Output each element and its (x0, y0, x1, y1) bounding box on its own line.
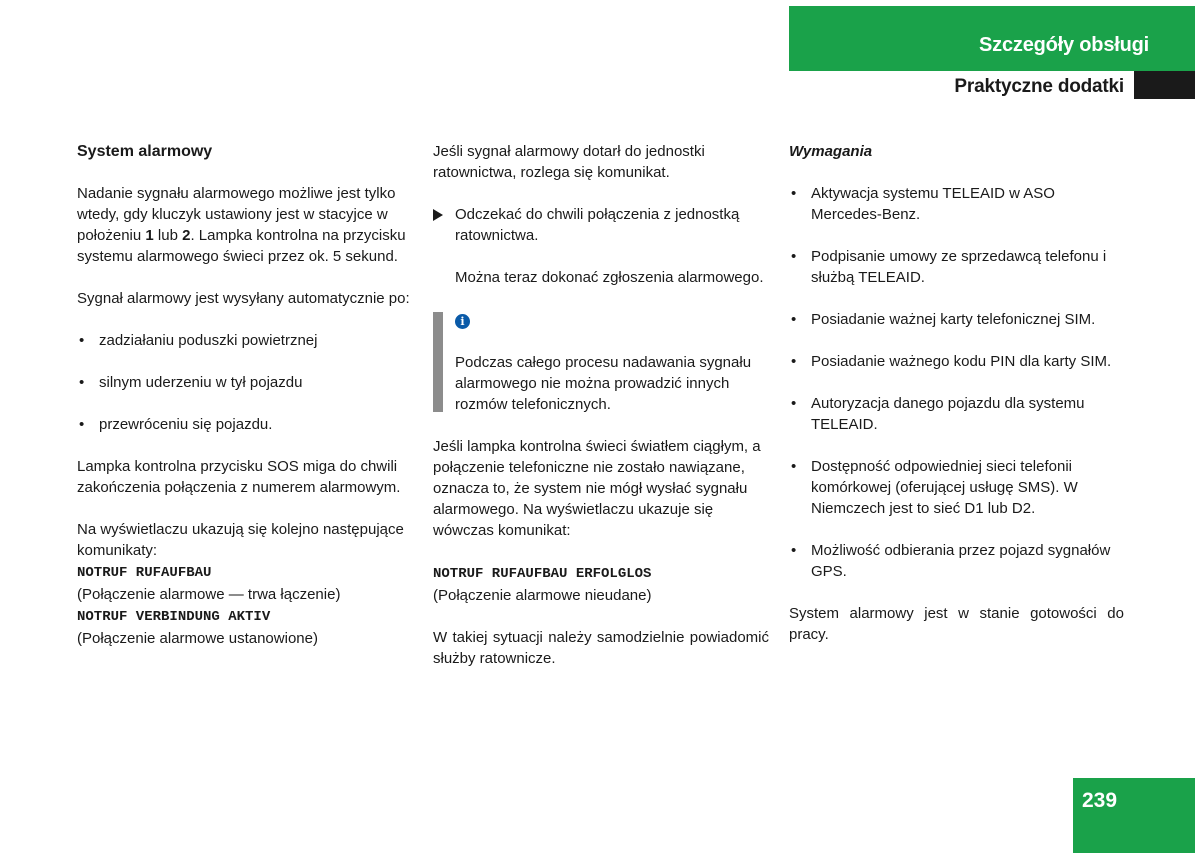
subsection-marker-bar (1134, 71, 1195, 99)
info-icon: i (455, 314, 470, 329)
info-note-text: Podczas całego procesu nadawania sygnału alarmowego nie można prowadzić innych rozmów telefonicznych. (455, 354, 752, 413)
list-item (77, 372, 413, 393)
list-item (77, 330, 413, 351)
bullet-dot-icon: • (791, 185, 797, 202)
list-item (789, 351, 1124, 372)
key-position-1: 1 (145, 227, 154, 244)
key-position-2: 2 (182, 227, 191, 244)
list-item (789, 309, 1124, 330)
paragraph-system-ready: System alarmowy jest w stanie gotowości do pracy. (789, 605, 1124, 643)
bullet-dot-icon: • (79, 416, 85, 433)
list-item (789, 246, 1124, 288)
list-item-text: Autoryzacja danego pojazdu dla systemu TELEAID. (811, 395, 1085, 433)
list-item (789, 540, 1124, 582)
bullet-dot-icon: • (79, 374, 85, 391)
paragraph-lamp-steady: Jeśli lampka kontrolna świeci światłem ciągłym, a połączenie telefoniczne nie zostało nawiązane, oznacza to, że system nie mógł wysłać sygnału alarmowego. Na wyświetlaczu ukazuje się wówczas komunikat: (433, 438, 761, 539)
list-item-text: Dostępność odpowiedniej sieci telefonii komórkowej (oferującej usługę SMS). W Niemczech jest to sieć D1 lub D2. (811, 458, 1078, 517)
list-item-text: Posiadanie ważnego kodu PIN dla karty SIM. (811, 353, 1112, 370)
paragraph-activation (77, 183, 413, 267)
display-message-2: NOTRUF VERBINDUNG AKTIV (77, 609, 271, 625)
instruction-step (433, 204, 769, 246)
list-item-text: Możliwość odbierania przez pojazd sygnałów GPS. (811, 542, 1111, 580)
list-item (789, 456, 1124, 519)
subsection-title: Praktyczne dodatki (954, 76, 1124, 97)
display-message-1-desc: (Połączenie alarmowe — trwa łączenie) (77, 586, 341, 603)
text-run: Nadanie sygnału alarmowego możliwe jest tylko wtedy, gdy kluczyk ustawiony jest w stacyjce w położeniu (77, 185, 396, 244)
bullet-dot-icon: • (791, 542, 797, 559)
heading-system-alarmowy: System alarmowy (77, 143, 213, 160)
instruction-result: Można teraz dokonać zgłoszenia alarmowego. (455, 269, 764, 286)
bullet-dot-icon: • (791, 395, 797, 412)
list-item-text: silnym uderzeniu w tył pojazdu (99, 374, 303, 391)
list-item-text: zadziałaniu poduszki powietrznej (99, 332, 318, 349)
paragraph-failed-message (433, 562, 769, 606)
bullet-dot-icon: • (791, 248, 797, 265)
page-number: 239 (1082, 789, 1118, 812)
bullet-dot-icon: • (791, 458, 797, 475)
arrow-right-icon (433, 209, 443, 221)
section-tab (789, 6, 1195, 71)
list-item-text: Podpisanie umowy ze sprzedawcą telefonu i służbą TELEAID. (811, 248, 1107, 286)
list-item (789, 183, 1124, 225)
heading-wymagania: Wymagania (789, 143, 873, 160)
list-item-text: Posiadanie ważnej karty telefonicznej SIM. (811, 311, 1096, 328)
column-1 (77, 141, 413, 670)
messages-intro: Na wyświetlaczu ukazują się kolejno następujące komunikaty: (77, 521, 404, 559)
page-number-tab (1073, 778, 1195, 853)
section-title: Szczegóły obsługi (979, 34, 1149, 56)
paragraph-notify-rescue: W takiej sytuacji należy samodzielnie powiadomić służby ratownicze. (433, 629, 769, 667)
column-3 (789, 141, 1124, 666)
column-2 (433, 141, 769, 690)
bullet-dot-icon: • (791, 311, 797, 328)
display-message-2-desc: (Połączenie alarmowe ustanowione) (77, 630, 318, 647)
display-message-1: NOTRUF RUFAUFBAU (77, 565, 212, 581)
bullet-dot-icon: • (791, 353, 797, 370)
bullet-dot-icon: • (79, 332, 85, 349)
paragraph-messages (77, 519, 413, 649)
list-item (77, 414, 413, 435)
display-message-failed-desc: (Połączenie alarmowe nieudane) (433, 587, 652, 604)
paragraph-sos-lamp: Lampka kontrolna przycisku SOS miga do chwili zakończenia połączenia z numerem alarmowym. (77, 458, 401, 496)
list-item-text: Aktywacja systemu TELEAID w ASO Mercedes-Benz. (811, 185, 1055, 223)
text-run: lub (153, 227, 183, 244)
paragraph-rescue-reached: Jeśli sygnał alarmowy dotarł do jednostki ratownictwa, rozlega się komunikat. (433, 143, 705, 181)
paragraph-auto-send: Sygnał alarmowy jest wysyłany automatycznie po: (77, 290, 410, 307)
text-run: . Lampka kontrolna na przycisku systemu alarmowego świeci przez ok. 5 sekund. (77, 227, 406, 265)
instruction-step-text: Odczekać do chwili połączenia z jednostką ratownictwa. (455, 206, 740, 244)
list-item-text: przewróceniu się pojazdu. (99, 416, 273, 433)
note-side-bar (433, 312, 443, 412)
bullet-list-requirements (789, 183, 1124, 582)
display-message-failed: NOTRUF RUFAUFBAU ERFOLGLOS (433, 566, 652, 582)
info-note (433, 309, 769, 415)
bullet-list-triggers (77, 330, 413, 435)
list-item (789, 393, 1124, 435)
